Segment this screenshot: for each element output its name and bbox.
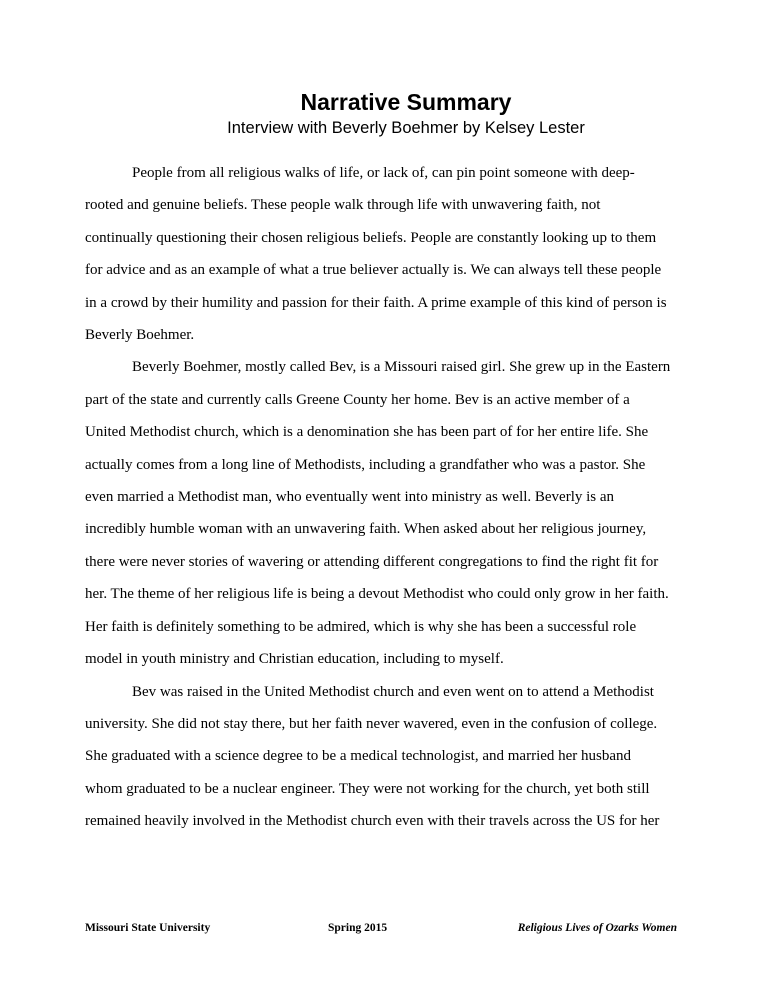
text-line: university. She did not stay there, but her faith never wavered, even in the confusion of college. [85, 715, 658, 732]
page-footer [85, 918, 685, 938]
text-line: She graduated with a science degree to be a medical technologist, and married her husband [85, 748, 632, 765]
text-line: model in youth ministry and Christian education, including to myself. [85, 651, 504, 668]
paragraph-3 [85, 676, 685, 838]
footer-project: Religious Lives of Ozarks Women [517, 922, 677, 934]
text-line: Beverly Boehmer. [85, 327, 195, 344]
text-line: even married a Methodist man, who eventually went into ministry as well. Beverly is an [85, 489, 615, 506]
footer-university: Missouri State University [85, 922, 211, 934]
paragraph-2 [85, 351, 685, 675]
text-line: actually comes from a long line of Methodists, including a grandfather who was a pastor. She [85, 456, 646, 473]
footer-term: Spring 2015 [328, 922, 388, 934]
paragraph-1 [85, 157, 685, 351]
text-line: part of the state and currently calls Greene County her home. Bev is an active member of a [85, 391, 630, 408]
text-line: People from all religious walks of life, or lack of, can pin point someone with deep- [132, 165, 635, 181]
text-line: rooted and genuine beliefs. These people walk through life with unwavering faith, not [85, 197, 601, 214]
text-line: for advice and as an example of what a true believer actually is. We can always tell these people [85, 262, 662, 279]
text-line: Bev was raised in the United Methodist church and even went on to attend a Methodist [132, 683, 654, 700]
page-subtitle: Interview with Beverly Boehmer by Kelsey Lester [227, 119, 585, 137]
body-text [85, 157, 685, 838]
text-line: incredibly humble woman with an unwavering faith. When asked about her religious journey, [85, 521, 647, 538]
text-line: remained heavily involved in the Methodist church even with their travels across the US for her [85, 813, 660, 830]
text-line: there were never stories of wavering or attending different congregations to find the right fit for [85, 553, 659, 570]
text-line: in a crowd by their humility and passion for their faith. A prime example of this kind of person is [85, 294, 667, 311]
text-line: whom graduated to be a nuclear engineer. They were not working for the church, yet both still [85, 780, 650, 797]
text-line: continually questioning their chosen religious beliefs. People are constantly looking up to them [85, 229, 657, 246]
text-line: Her faith is definitely something to be admired, which is why she has been a successful role [85, 618, 637, 635]
text-line: her. The theme of her religious life is being a devout Methodist who could only grow in her faith. [85, 586, 669, 603]
text-line: United Methodist church, which is a denomination she has been part of for her entire life. She [85, 424, 649, 441]
text-line: Beverly Boehmer, mostly called Bev, is a Missouri raised girl. She grew up in the Eastern [132, 359, 671, 376]
page-title: Narrative Summary [300, 89, 512, 115]
